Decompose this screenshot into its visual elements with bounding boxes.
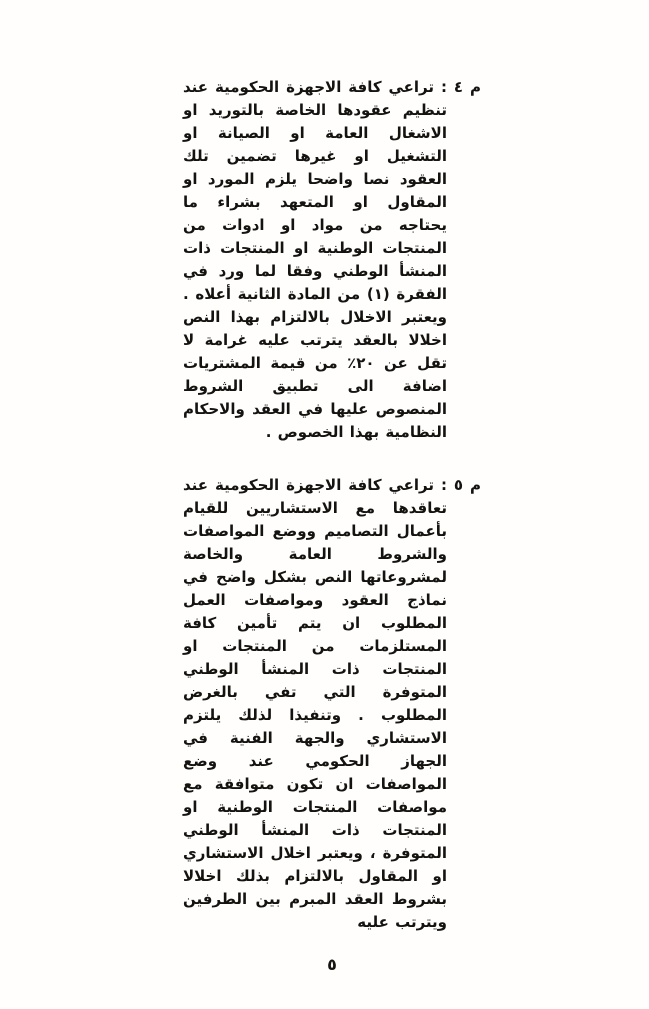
- article-4-marker: م ٤ :: [440, 78, 481, 96]
- page-number: ٥: [327, 955, 337, 974]
- article-5: [183, 474, 481, 934]
- article-4-body: تراعي كافة الاجهزة الحكومية عند تنظيم عقودها الخاصة بالتوريد او الاشغال العامة او الصيانة او التشغيل او غيرها تضمين تلك العقود نصا واضحا يلزم المورد او المقاول او المتعهد بشراء ما يحتاجه من مواد او ادوات من المنتجات الوطنية او المنتجات ذات المنشأ الوطني وفقا لما ورد في الفقرة (١) من المادة الثانية أعلاه . ويعتبر الاخلال بالالتزام بهذا النص اخلالا بالعقد يترتب عليه غرامة لا تقل عن ٢٠٪ من قيمة المشتريات اضافة الى تطبيق الشروط المنصوص عليها في العقد والاحكام النظامية بهذا الخصوص .: [183, 78, 448, 441]
- document-text-block: [183, 76, 481, 964]
- article-5-marker: م ٥ :: [440, 476, 481, 494]
- article-5-body: تراعي كافة الاجهزة الحكومية عند تعاقدها مع الاستشاريين للقيام بأعمال التصاميم ووضع المواصفات والشروط العامة والخاصة لمشروعاتها النص بشكل واضح في نماذج العقود ومواصفات العمل المطلوب ان يتم تأمين كافة المستلزمات من المنتجات او المنتجات ذات المنشأ الوطني المتوفرة التي تفي بالغرض المطلوب . وتنفيذا لذلك يلتزم الاستشاري والجهة الفنية في الجهاز الحكومي عند وضع المواصفات ان تكون متوافقة مع مواصفات المنتجات الوطنية او المنتجات ذات المنشأ الوطني المتوفرة ، ويعتبر اخلال الاستشاري او المقاول بالالتزام بذلك اخلالا بشروط العقد المبرم بين الطرفين ويترتب عليه: [183, 476, 447, 931]
- article-4: [183, 76, 481, 444]
